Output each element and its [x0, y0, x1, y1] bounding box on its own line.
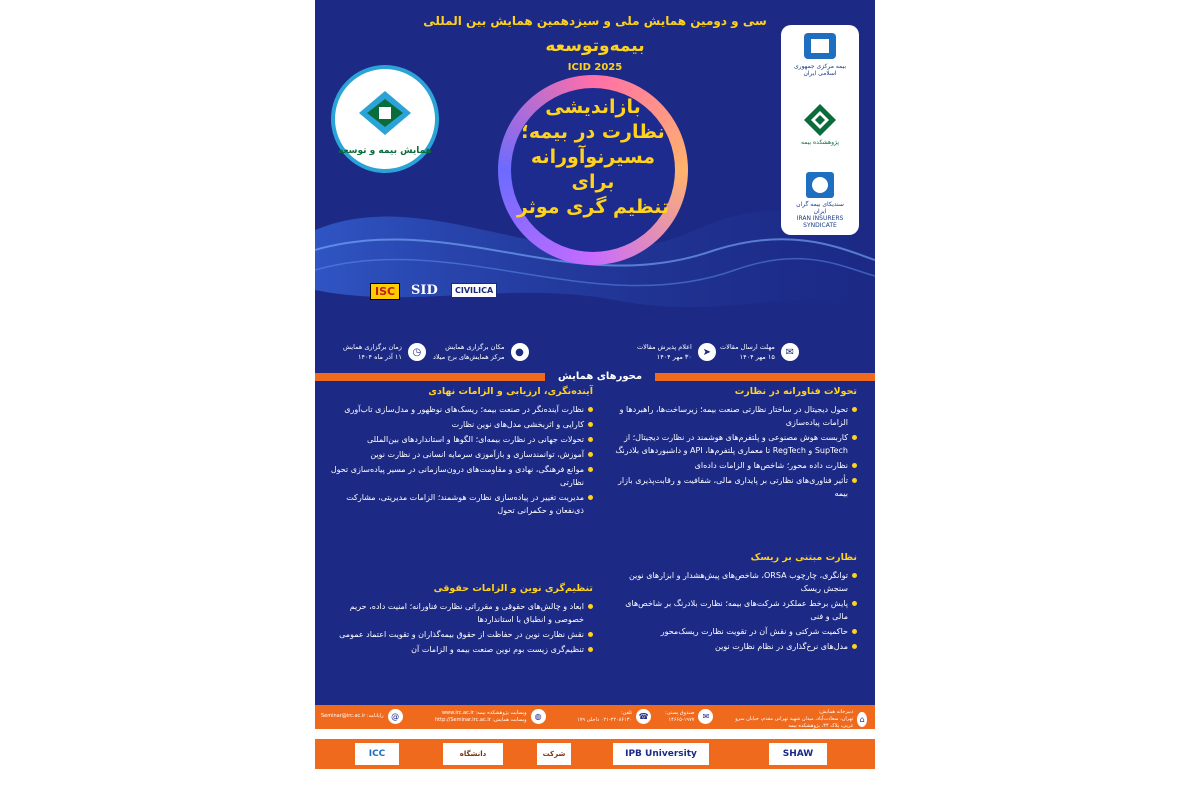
- partner-logo: IPB University: [613, 743, 709, 765]
- footer-value[interactable]: http://Seminar.irc.ac.ir: [435, 716, 491, 723]
- title-line: مسیرنوآورانه برای: [530, 146, 656, 193]
- mail-icon: ✉: [698, 709, 713, 724]
- info-date: [343, 342, 426, 362]
- axes-banner: [315, 369, 875, 385]
- conference-logo-caption: همایش بیمه و توسعه: [338, 146, 432, 156]
- section-title: تحولات فناورانه در نظارت: [734, 386, 857, 397]
- isc-logo: ISC: [370, 283, 400, 300]
- phone-icon: ☎: [636, 709, 651, 724]
- list-item: نظارت آینده‌نگر در صنعت بیمه؛ ریسک‌های نوظهور و مدل‌سازی تاب‌آوری: [325, 403, 593, 416]
- send-icon: ➤: [698, 343, 716, 361]
- info-label: مکان برگزاری همایش: [445, 343, 505, 351]
- web-icon: ◍: [531, 709, 546, 724]
- section-risk-based: [607, 552, 857, 655]
- info-value: ۱۱ آذر ماه ۱۴۰۴: [358, 353, 402, 361]
- title-line: بازاندیشی: [545, 96, 641, 118]
- footer-value[interactable]: Seminar@irc.ac.ir: [321, 713, 366, 719]
- footer-po-box: [665, 709, 713, 724]
- contact-footer: [315, 705, 875, 729]
- conference-poster: [315, 0, 875, 789]
- footer-value: تهران، سعادت‌آباد، میدان شهید تهرانی مقدم، خیابان سرو غربی، پلاک ۳۴، پژوهشکده بیمه: [735, 716, 854, 729]
- footer-value: ۰۲۱-۲۲۰۸۶۱۳۰ داخلی ۱۷۹: [577, 716, 633, 723]
- list-item: مدل‌های نرخ‌گذاری در نظام نظارت نوین: [607, 640, 857, 653]
- civilica-logo: CIVILICA: [451, 283, 497, 298]
- partner-logo: دانشگاه: [443, 743, 503, 765]
- list-item: تنظیم‌گری زیست بوم نوین صنعت بیمه و الزامات آن: [325, 643, 593, 656]
- conference-logo-mark-icon: [357, 89, 413, 137]
- partner-logo: ICC: [355, 743, 399, 765]
- footer-website[interactable]: [435, 710, 527, 717]
- section-regulation-legal: [325, 583, 593, 658]
- info-venue: [433, 342, 529, 362]
- section-title: آینده‌نگری، ارزیابی و الزامات نهادی: [428, 386, 593, 397]
- conference-logo: [331, 65, 439, 173]
- sid-logo: SID: [411, 283, 438, 298]
- location-icon: ●: [511, 343, 529, 361]
- footer-label: رایانامه:: [366, 713, 384, 719]
- footer-website[interactable]: [435, 717, 527, 724]
- info-label: اعلام پذیرش مقالات: [637, 343, 692, 351]
- main-title: [511, 95, 675, 220]
- syndicate-icon: [805, 171, 835, 199]
- partner-logo: شرکت: [537, 743, 571, 765]
- footer-label: وبسایت همایش:: [492, 716, 527, 723]
- list-item: تأثیر فناوری‌های نظارتی بر پایداری مالی، شفافیت و رقابت‌پذیری بازار بیمه: [607, 474, 857, 500]
- footer-label: صندوق پستی:: [665, 709, 695, 716]
- info-label: زمان برگزاری همایش: [343, 343, 402, 351]
- organizer-logo: [790, 171, 850, 229]
- central-insurance-icon: [802, 31, 838, 61]
- clock-icon: ◷: [408, 343, 426, 361]
- organizer-logo-name: پژوهشکده بیمه: [800, 139, 840, 146]
- list-item: توانگری، چارچوب ORSA، شاخص‌های پیش‌هشدار و ابزارهای نوین سنجش ریسک: [607, 569, 857, 595]
- mail-icon: ✉: [781, 343, 799, 361]
- partners-strip: [315, 729, 875, 789]
- list-item: موانع فرهنگی، نهادی و مقاومت‌های درون‌سازمانی در مسیر پیاده‌سازی تحول نظارتی: [325, 463, 593, 489]
- list-item: مدیریت تغییر در پیاده‌سازی نظارت هوشمند؛ الزامات مدیریتی، مشارکت ذی‌نفعان و حکمرانی تحول: [325, 491, 593, 517]
- footer-value[interactable]: www.irc.ac.ir: [441, 709, 474, 716]
- title-line: تنظیم گری موثر: [516, 196, 670, 218]
- info-value: مرکز همایش‌های برج میلاد: [433, 353, 505, 361]
- section-title: تنظیم‌گری نوین و الزامات حقوقی: [433, 583, 593, 594]
- info-acceptance: [637, 342, 716, 362]
- organizer-logo-name: بیمه مرکزی جمهوری اسلامی ایران: [793, 63, 846, 77]
- footer-secretariat: [733, 709, 867, 730]
- list-item: نقش نظارت نوین در حفاظت از حقوق بیمه‌گذاران و تقویت اعتماد عمومی: [325, 628, 593, 641]
- list-item: کارایی و اثربخشی مدل‌های نوین نظارت: [325, 418, 593, 431]
- list-item: نظارت داده محور؛ شاخص‌ها و الزامات داده‌ای: [607, 459, 857, 472]
- list-item: پایش برخط عملکرد شرکت‌های بیمه؛ نظارت بلادرنگ بر شاخص‌های مالی و فنی: [607, 597, 857, 623]
- list-item: کاربست هوش مصنوعی و پلتفرم‌های هوشمند در نظارت دیجیتال؛ از SupTech و RegTech تا معماری پلتفرم‌ها، API و داشبوردهای بلادرنگ: [607, 431, 857, 457]
- research-institute-icon: [803, 103, 837, 137]
- info-value: ۱۵ مهر ۱۴۰۴: [739, 353, 775, 361]
- list-item: آموزش، توانمندسازی و بازآموزی سرمایه انسانی در نظارت نوین: [325, 448, 593, 461]
- list-item: ابعاد و چالش‌های حقوقی و مقرراتی نظارت فناورانه؛ امنیت داده، حریم خصوصی و انطباق با استانداردها: [325, 600, 593, 626]
- title-line: نظارت در بیمه؛: [521, 121, 665, 143]
- footer-email-line[interactable]: [321, 713, 384, 720]
- info-submission-deadline: [720, 342, 799, 362]
- list-item: تحولات جهانی در نظارت بیمه‌ای؛ الگوها و استانداردهای بین‌المللی: [325, 433, 593, 446]
- footer-email: [321, 709, 403, 724]
- footer-value: ۱۴۶۶۵-۱۹۷۷: [668, 716, 695, 723]
- section-tech-transformation: [607, 386, 857, 502]
- organizer-logo: [790, 103, 850, 146]
- section-foresight: [325, 386, 593, 519]
- conference-subtitle: سی و دومین همایش ملی و سیزدهمین همایش بین المللی: [423, 14, 767, 28]
- conference-code: ICID 2025: [567, 62, 623, 73]
- list-item: تحول دیجیتال در ساختار نظارتی صنعت بیمه؛ زیرساخت‌ها، راهبردها و الزامات پیاده‌سازی: [607, 403, 857, 429]
- partner-logo: SHAW: [769, 743, 827, 765]
- organizer-logo-name: سندیکای بیمه گران ایران: [796, 201, 844, 215]
- organizer-logos: [781, 25, 859, 235]
- axes-title: محورهای همایش: [545, 369, 655, 385]
- footer-label: دبیرخانه همایش:: [818, 709, 854, 715]
- conference-name: بیمه‌وتوسعه: [545, 36, 645, 56]
- home-icon: ⌂: [857, 712, 867, 727]
- organizer-logo: [790, 31, 850, 77]
- footer-label: وبسایت پژوهشکده بیمه:: [475, 709, 527, 716]
- info-label: مهلت ارسال مقالات: [720, 343, 775, 351]
- footer-label: تلفن:: [621, 709, 633, 716]
- footer-websites: [435, 709, 546, 724]
- list-item: حاکمیت شرکتی و نقش آن در تقویت نظارت ریسک‌محور: [607, 625, 857, 638]
- at-icon: @: [388, 709, 403, 724]
- organizer-logo-subname: IRAN INSURERS SYNDICATE: [796, 215, 844, 229]
- section-title: نظارت مبتنی بر ریسک: [750, 552, 857, 563]
- info-value: ۳۰ مهر ۱۴۰۴: [656, 353, 692, 361]
- footer-phone: [577, 709, 651, 724]
